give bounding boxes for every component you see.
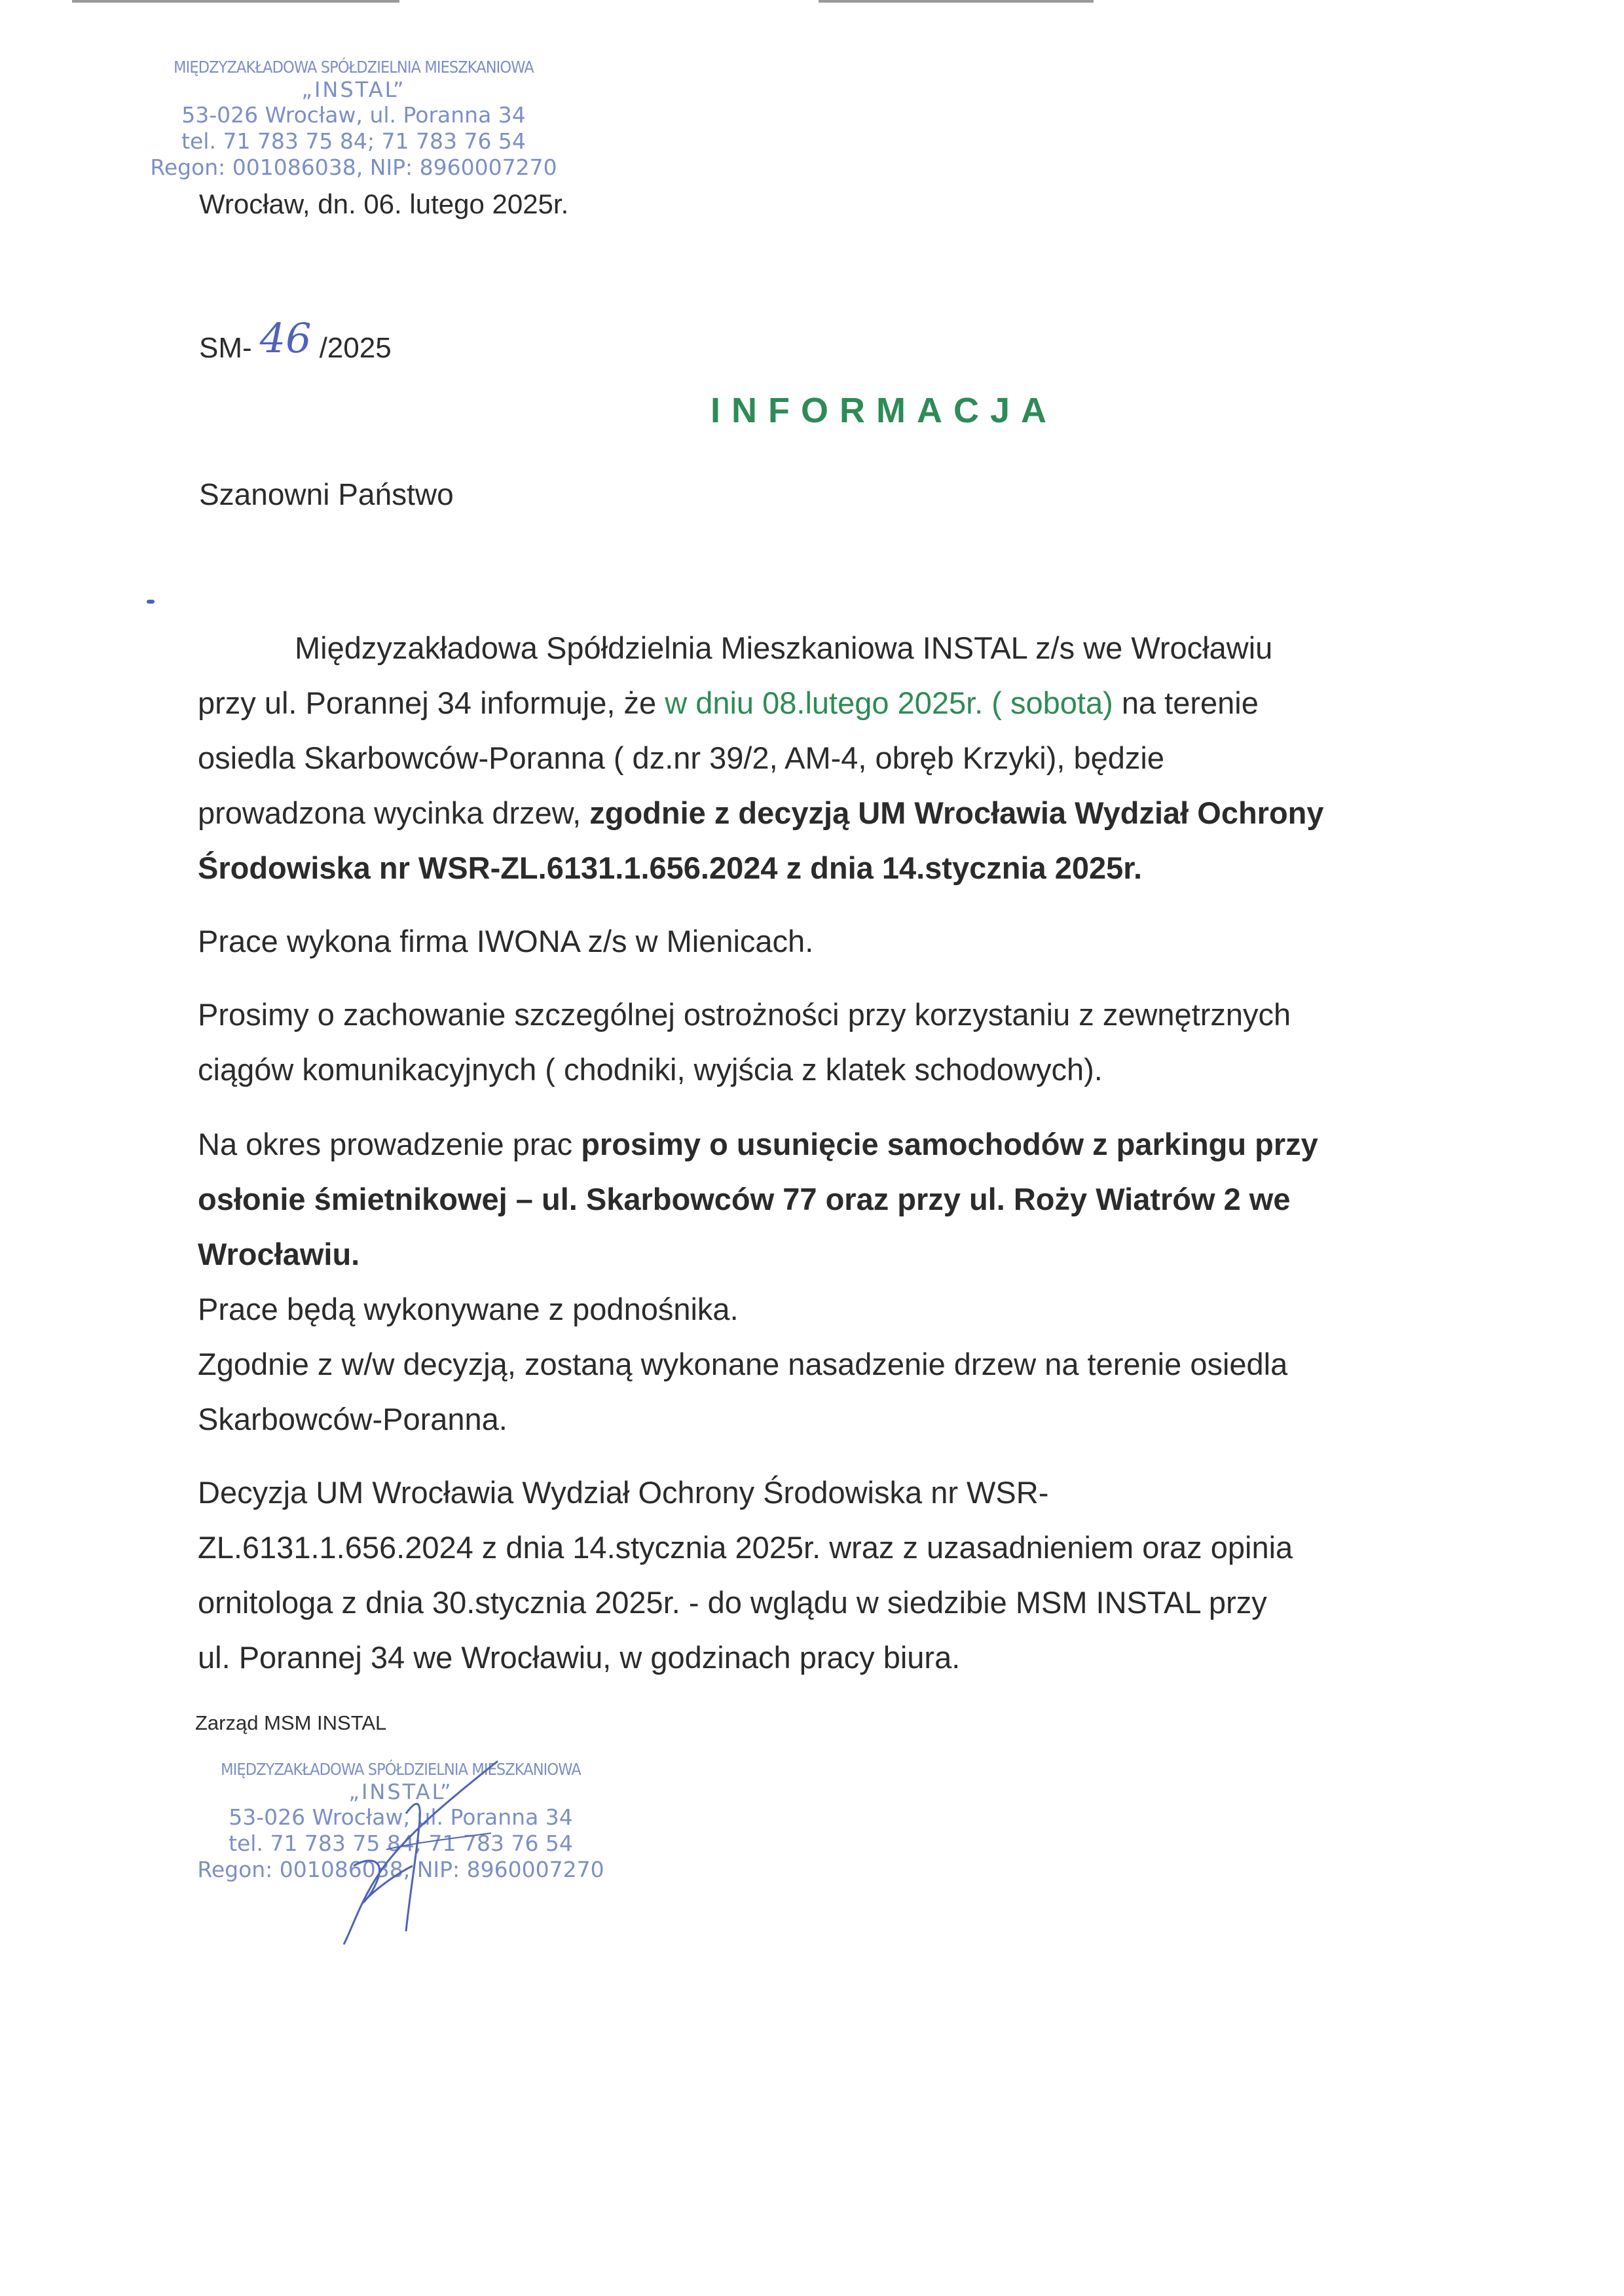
scan-edge-line bbox=[72, 0, 399, 3]
stamp-line-org: MIĘDZYZAKŁADOWA SPÓŁDZIELNIA MIESZKANIOWA bbox=[221, 1760, 581, 1779]
para3-line2: ciągów komunikacyjnych ( chodniki, wyjścia z klatek schodowych). bbox=[198, 1052, 1103, 1087]
reference-number bbox=[199, 314, 392, 367]
para1-line2-end: na terenie bbox=[1113, 685, 1259, 720]
para4-line4: Prace będą wykonywane z podnośnika. bbox=[198, 1292, 739, 1326]
para5-line4: ul. Porannej 34 we Wrocławiu, w godzinach pracy biura. bbox=[198, 1640, 961, 1675]
para4-line1 bbox=[198, 1117, 1442, 1172]
para4-line5: Zgodnie z w/w decyzją, zostaną wykonane nasadzenie drzew na terenie osiedla bbox=[198, 1347, 1288, 1381]
ink-dot bbox=[147, 600, 155, 604]
para1-line2 bbox=[198, 676, 1442, 731]
signature-label: Zarząd MSM INSTAL bbox=[195, 1711, 387, 1734]
stamp-line-ids: Regon: 001086038, NIP: 8960007270 bbox=[150, 154, 557, 180]
stamp-line-address: 53-026 Wrocław, ul. Poranna 34 bbox=[181, 102, 526, 128]
paragraph-decision bbox=[198, 1465, 1442, 1685]
para4-line6: Skarbowców-Poranna. bbox=[198, 1402, 507, 1436]
paragraph-caution bbox=[198, 987, 1442, 1097]
stamp-line-address: 53-026 Wrocław, ul. Poranna 34 bbox=[229, 1804, 573, 1831]
para2-line1: Prace wykona firma IWONA z/s w Mienicach. bbox=[198, 924, 814, 958]
ref-prefix: SM- bbox=[199, 332, 252, 364]
document-title: INFORMACJA bbox=[710, 391, 1058, 430]
para1-line3: osiedla Skarbowców-Poranna ( dz.nr 39/2, AM-4, obręb Krzyki), będzie bbox=[198, 740, 1164, 775]
para5-line3: ornitologa z dnia 30.stycznia 2025r. - do wglądu w siedzibie MSM INSTAL przy bbox=[198, 1585, 1267, 1620]
para1-line4-bold: zgodnie z decyzją UM Wrocławia Wydział Ochrony bbox=[589, 795, 1324, 830]
paragraph-contractor bbox=[198, 914, 1442, 969]
para4-line1-bold: prosimy o usunięcie samochodów z parkingu przy bbox=[581, 1127, 1318, 1161]
para1-line4-start: prowadzona wycinka drzew, bbox=[198, 795, 590, 830]
para5-line2: ZL.6131.1.656.2024 z dnia 14.stycznia 2025r. wraz z uzasadnieniem oraz opinia bbox=[198, 1530, 1293, 1565]
highlighted-date: w dniu 08.lutego 2025r. ( sobota) bbox=[665, 685, 1113, 720]
document-date: Wrocław, dn. 06. lutego 2025r. bbox=[199, 189, 569, 219]
para3-line1: Prosimy o zachowanie szczególnej ostrożności przy korzystaniu z zewnętrznych bbox=[198, 997, 1291, 1032]
greeting: Szanowni Państwo bbox=[199, 477, 454, 511]
para1-line2-start: przy ul. Porannej 34 informuje, że bbox=[198, 685, 665, 720]
scan-edge-line bbox=[819, 0, 1094, 3]
paragraph-announcement bbox=[198, 621, 1442, 896]
para1-line1: Międzyzakładowa Spółdzielnia Mieszkaniowa INSTAL z/s we Wrocławiu bbox=[295, 630, 1273, 665]
stamp-line-phone: tel. 71 783 75 84; 71 783 76 54 bbox=[181, 128, 526, 154]
para5-line1: Decyzja UM Wrocławia Wydział Ochrony Środowiska nr WSR- bbox=[198, 1475, 1049, 1510]
para4-line1-start: Na okres prowadzenie prac bbox=[198, 1127, 581, 1161]
para4-line3: Wrocławiu. bbox=[198, 1237, 360, 1271]
stamp-line-ids: Regon: 001086038, NIP: 8960007270 bbox=[197, 1856, 604, 1882]
stamp-line-name: „INSTAL” bbox=[348, 1779, 453, 1804]
paragraph-parking bbox=[198, 1117, 1442, 1447]
stamp-line-org: MIĘDZYZAKŁADOWA SPÓŁDZIELNIA MIESZKANIOWA bbox=[174, 58, 534, 77]
para1-line5: Środowiska nr WSR-ZL.6131.1.656.2024 z dnia 14.stycznia 2025r. bbox=[198, 850, 1143, 885]
para1-line4 bbox=[198, 786, 1442, 841]
handwritten-signature bbox=[308, 1735, 544, 1958]
stamp-line-phone: tel. 71 783 75 84; 71 783 76 54 bbox=[229, 1830, 573, 1856]
cooperative-stamp-top bbox=[124, 58, 583, 180]
para4-line2: osłonie śmietnikowej – ul. Skarbowców 77 oraz przy ul. Roży Wiatrów 2 we bbox=[198, 1182, 1291, 1216]
ref-suffix: /2025 bbox=[319, 332, 392, 364]
stamp-line-name: „INSTAL” bbox=[301, 77, 406, 102]
ref-handwritten-number: 46 bbox=[259, 314, 312, 362]
